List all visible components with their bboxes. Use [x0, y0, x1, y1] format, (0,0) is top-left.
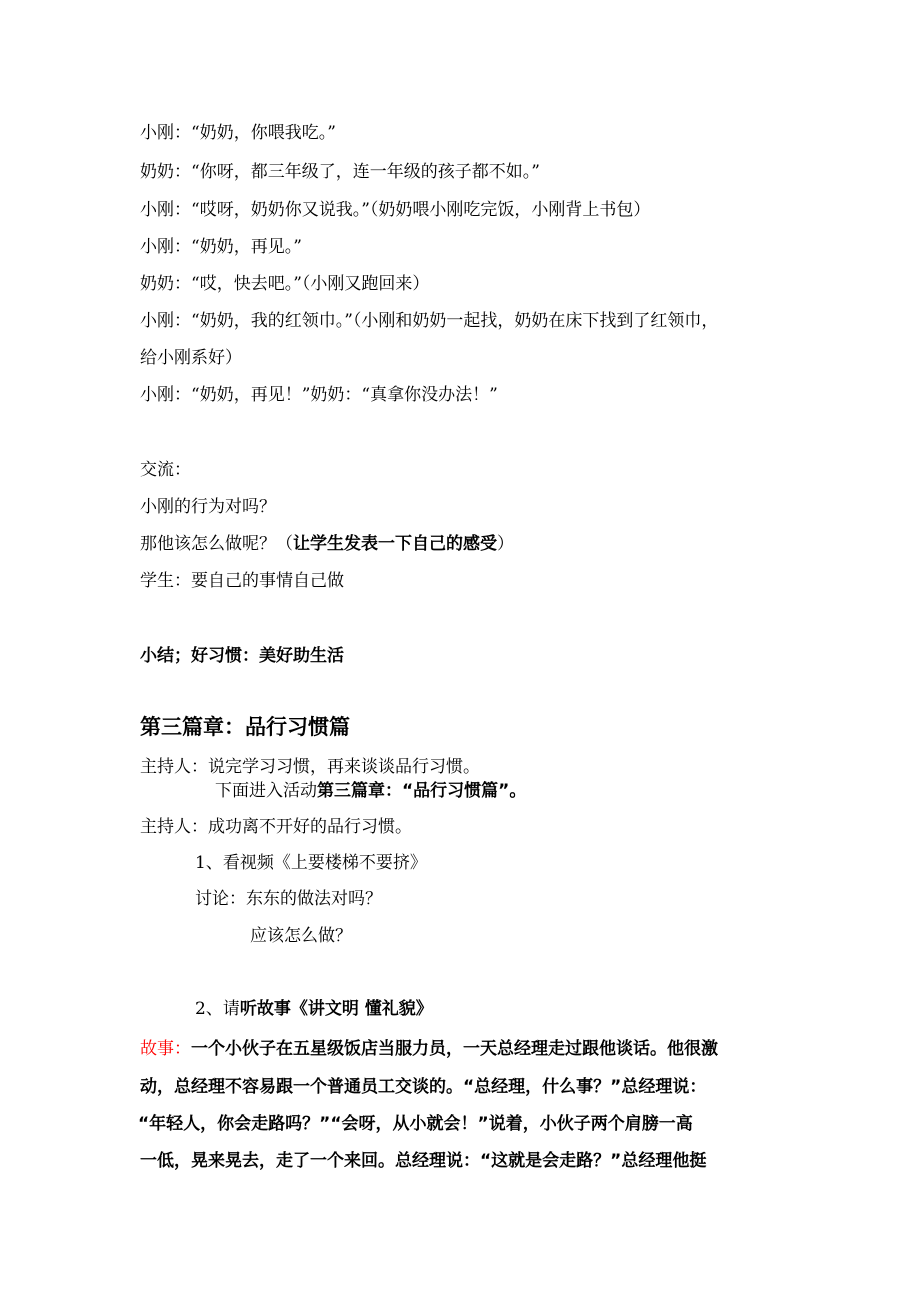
exchange-question-2 [140, 534, 514, 554]
story-item-number: 2、请 [195, 999, 240, 1019]
host-line-1b [215, 781, 526, 801]
question-close: ） [497, 534, 514, 554]
exchange-question-1: 小刚的行为对吗？ [140, 497, 276, 517]
story-line [140, 1039, 718, 1059]
dialogue-line: 给小刚系好） [140, 348, 242, 368]
question-text: 那他该怎么做呢？（ [140, 534, 293, 554]
dialogue-line: 小刚：“哎呀，奶奶你又说我。”（奶奶喂小刚吃完饭，小刚背上书包） [140, 200, 651, 220]
discussion-line-1: 讨论：东东的做法对吗？ [195, 889, 382, 909]
dialogue-line: 小刚：“奶奶，再见。” [140, 237, 302, 257]
dialogue-line: 奶奶：“你呀，都三年级了，连一年级的孩子都不如。” [140, 162, 540, 182]
chapter-heading: 第三篇章：品行习惯篇 [140, 715, 350, 739]
host-text: 下面进入活动 [215, 781, 317, 801]
story-line: “年轻人，你会走路吗？”“会呀，从小就会！”说着，小伙子两个肩膀一高 [138, 1114, 693, 1134]
host-line-1: 主持人：说完学习习惯，再来谈谈品行习惯。 [140, 757, 480, 777]
discussion-line-2: 应该怎么做？ [250, 926, 352, 946]
dialogue-line: 小刚：“奶奶，我的红领巾。”（小刚和奶奶一起找，奶奶在床下找到了红领巾， [140, 311, 719, 331]
story-item-title: 听故事《讲文明 懂礼貌》 [239, 999, 433, 1019]
dialogue-line: 小刚：“奶奶，再见！”奶奶：“真拿你没办法！” [140, 385, 498, 405]
host-line-2: 主持人：成功离不开好的品行习惯。 [140, 817, 412, 837]
story-text: 一个小伙子在五星级饭店当服力员，一天总经理走过跟他谈话。他很激 [191, 1039, 718, 1059]
dialogue-line: 奶奶：“哎，快去吧。”（小刚又跑回来） [140, 274, 430, 294]
story-label: 故事： [140, 1039, 191, 1059]
list-item-story [195, 999, 433, 1019]
story-line: 一低，晃来晃去，走了一个来回。总经理说：“这就是会走路？”总经理他挺 [140, 1151, 707, 1171]
exchange-label: 交流： [140, 460, 191, 480]
dialogue-line: 小刚：“奶奶，你喂我吃。” [140, 123, 336, 143]
student-answer: 学生：要自己的事情自己做 [140, 571, 344, 591]
summary: 小结；好习惯：美好助生活 [140, 646, 344, 666]
question-hint: 让学生发表一下自己的感受 [293, 534, 497, 554]
host-chapter-title: 第三篇章：“品行习惯篇”。 [317, 781, 527, 801]
list-item-video: 1、看视频《上要楼梯不要挤》 [195, 853, 427, 873]
story-line: 动，总经理不容易跟一个普通员工交谈的。“总经理，什么事？”总经理说： [140, 1077, 707, 1097]
